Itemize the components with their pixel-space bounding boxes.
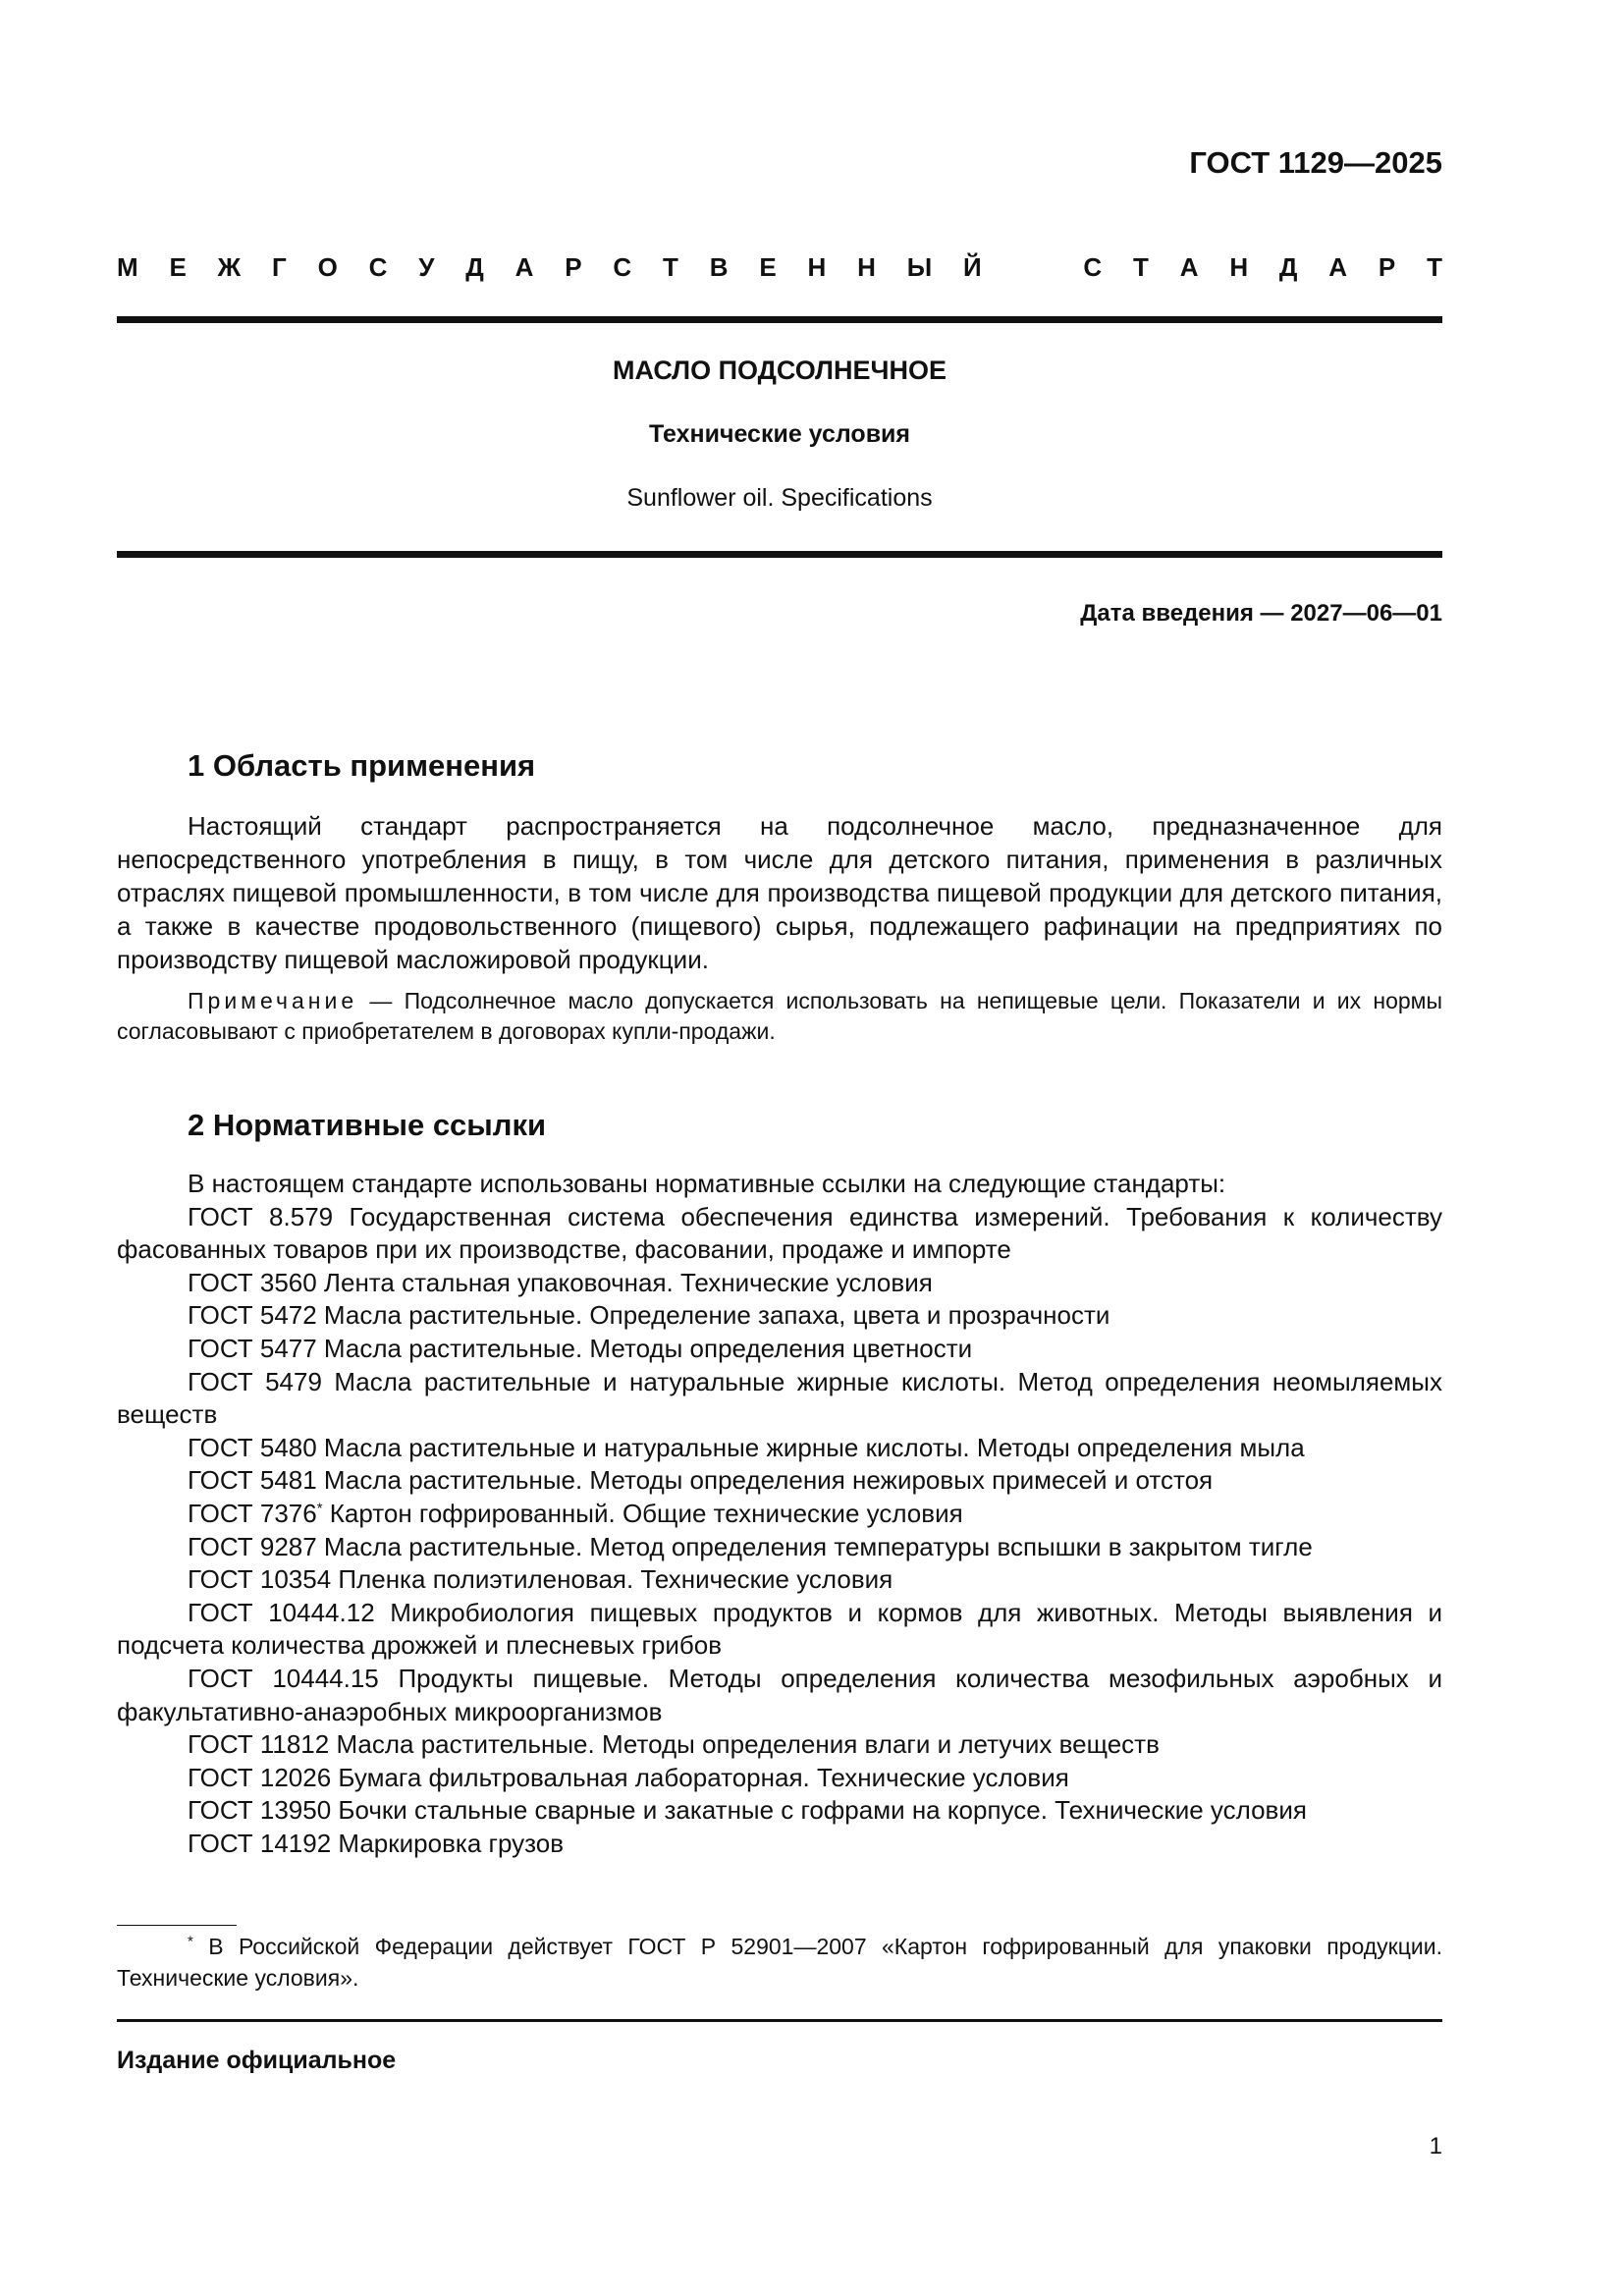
letter: Р [1378,252,1396,282]
interstate-standard-heading [117,252,1442,283]
note-paragraph [117,986,1442,1047]
reference-item: ГОСТ 10444.12 Микробиология пищевых продуктов и кормов для животных. Методы выявления и подсчета количества дрожжей и плесневых грибов [117,1597,1442,1661]
letter: А [1179,252,1199,282]
letter: Т [663,252,678,282]
reference-item: ГОСТ 8.579 Государственная система обеспечения единства измерений. Требования к количеству фасованных товаров при их производстве, фасовании, продаже и импорте [117,1201,1442,1265]
footnote-marker: * [316,1500,323,1517]
reference-item: ГОСТ 5479 Масла растительные и натуральные жирные кислоты. Метод определения неомыляемых веществ [117,1366,1442,1430]
letter: Н [857,252,876,282]
reference-item: ГОСТ 11812 Масла растительные. Методы определения влаги и летучих веществ [188,1729,1160,1760]
letter: Ж [217,252,242,282]
letter: Т [1427,252,1442,282]
scope-text: Настоящий стандарт распространяется на подсолнечное масло, предназначенное для непосредственного употребления в пищу, в том числе для детского питания, применения в различных отраслях пищевой промышленности, в том числе для производства пищевой продукции для детского питания, а также в качестве продовольственного (пищевого) сырья, подлежащего рафинации на предприятиях по производству пищевой масложировой продукции. [117,811,1442,974]
note-label: Примечание [188,988,358,1013]
letter: Т [1132,252,1149,282]
reference-item: ГОСТ 12026 Бумага фильтровальная лабораторная. Технические условия [188,1762,1069,1792]
introduction-date: Дата введения — 2027—06—01 [1080,600,1442,627]
section-heading-references: 2 Нормативные ссылки [188,1108,547,1142]
letter: У [418,252,435,282]
scope-paragraph [117,809,1442,976]
reference-item: ГОСТ 5481 Масла растительные. Методы определения нежировых примесей и отстоя [188,1465,1214,1496]
letter: Д [465,252,484,282]
references-list [117,1168,1442,1860]
reference-item [117,1498,1442,1531]
footnote-separator [117,1925,237,1926]
reference-item: ГОСТ 14192 Маркировка грузов [188,1828,565,1858]
letter: С [1083,252,1103,282]
letter: С [613,252,632,282]
document-title: МАСЛО ПОДСОЛНЕЧНОЕ [613,355,947,385]
page-number: 1 [1429,2133,1442,2159]
reference-item: ГОСТ 10354 Пленка полиэтиленовая. Технические условия [188,1564,893,1595]
footnote [117,1931,1442,1994]
scope-note [117,986,1442,1047]
document-subtitle: Технические условия [648,420,911,448]
letter: М [117,252,138,282]
reference-item: ГОСТ 5480 Масла растительные и натуральные жирные кислоты. Методы определения мыла [188,1432,1305,1462]
letter: С [368,252,388,282]
reference-item: ГОСТ 13950 Бочки стальные сварные и закатные с гофрами на корпусе. Технические условия [188,1795,1307,1826]
letter: В [709,252,729,282]
note-text: — Подсолнечное масло допускается использовать на непищевые цели. Показатели и их нормы согласовывают с приобретателем в договорах купли-продажи. [117,988,1442,1044]
footer-divider [117,2019,1442,2022]
footnote-mark: * [188,1933,193,1950]
title-divider [117,551,1442,558]
letter: Ы [906,252,933,282]
letter: Г [272,252,287,282]
word-gap [1013,252,1053,283]
header-divider [117,316,1442,323]
letter: Е [759,252,777,282]
official-edition-label: Издание официальное [117,2047,397,2074]
letter: Й [963,252,982,282]
section-heading-scope: 1 Область применения [188,748,536,783]
footnote-paragraph [117,1931,1442,1994]
letter: О [317,252,338,282]
reference-title: Картон гофрированный. Общие технические условия [322,1498,963,1528]
english-title: Sunflower oil. Specifications [626,484,933,512]
gost-number: ГОСТ 1129—2025 [1189,145,1442,180]
reference-item: ГОСТ 3560 Лента стальная упаковочная. Технические условия [188,1267,933,1297]
references-intro: В настоящем стандарте использованы нормативные ссылки на следующие стандарты: [188,1169,1226,1198]
letter: А [514,252,534,282]
letter: Р [565,252,582,282]
letter: Е [169,252,187,282]
reference-code: ГОСТ 7376 [188,1498,317,1528]
letter: Н [1229,252,1249,282]
reference-item: ГОСТ 9287 Масла растительные. Метод определения температуры вспышки в закрытом тигле [188,1531,1313,1561]
reference-item: ГОСТ 10444.15 Продукты пищевые. Методы определения количества мезофильных аэробных и факультативно-анаэробных микроорганизмов [117,1663,1442,1726]
reference-item: ГОСТ 5472 Масла растительные. Определение запаха, цвета и прозрачности [188,1300,1110,1331]
letter: Н [807,252,827,282]
letter: А [1328,252,1348,282]
reference-item: ГОСТ 5477 Масла растительные. Методы определения цветности [188,1333,973,1363]
footnote-text: В Российской Федерации действует ГОСТ Р 52901—2007 «Картон гофрированный для упаковки продукции. Технические условия». [117,1934,1442,1991]
letter: Д [1278,252,1298,282]
